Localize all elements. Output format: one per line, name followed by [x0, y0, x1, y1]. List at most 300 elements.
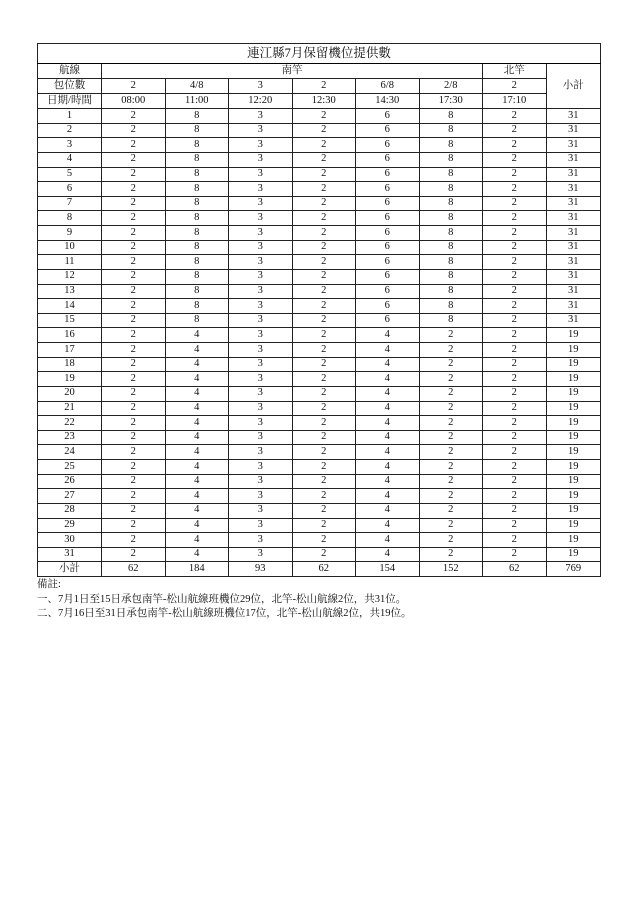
seat-count-cell: 2	[292, 109, 356, 124]
route-header-row	[38, 64, 601, 79]
seat-count-cell: 3	[229, 196, 293, 211]
table-row	[38, 284, 601, 299]
row-subtotal-cell: 19	[546, 343, 601, 358]
package-cell: 2	[483, 79, 547, 94]
seat-count-cell: 2	[483, 474, 547, 489]
seat-count-cell: 2	[483, 386, 547, 401]
seat-count-cell: 4	[165, 430, 229, 445]
seat-count-cell: 8	[165, 284, 229, 299]
table-row	[38, 182, 601, 197]
day-cell: 31	[38, 547, 102, 562]
table-row	[38, 489, 601, 504]
seat-count-cell: 4	[165, 386, 229, 401]
seat-count-cell: 8	[165, 211, 229, 226]
seat-count-cell: 2	[419, 489, 483, 504]
notes	[37, 578, 597, 622]
seat-count-cell: 2	[102, 255, 166, 270]
row-subtotal-cell: 19	[546, 474, 601, 489]
seat-count-cell: 8	[165, 299, 229, 314]
seat-count-cell: 2	[419, 518, 483, 533]
column-total-cell: 93	[229, 562, 293, 577]
time-header-row	[38, 94, 601, 109]
seat-count-cell: 4	[356, 416, 420, 431]
seat-count-cell: 3	[229, 533, 293, 548]
day-cell: 12	[38, 269, 102, 284]
seat-count-cell: 4	[356, 533, 420, 548]
seat-count-cell: 2	[292, 284, 356, 299]
seat-count-cell: 2	[292, 313, 356, 328]
seat-count-cell: 3	[229, 284, 293, 299]
seat-count-cell: 8	[419, 240, 483, 255]
seat-count-cell: 3	[229, 211, 293, 226]
row-subtotal-cell: 31	[546, 182, 601, 197]
table-title: 連江縣7月保留機位提供數	[38, 44, 601, 64]
seat-count-cell: 3	[229, 503, 293, 518]
row-subtotal-cell: 19	[546, 445, 601, 460]
day-cell: 20	[38, 386, 102, 401]
seat-count-cell: 2	[102, 533, 166, 548]
grand-total-cell: 769	[546, 562, 601, 577]
seat-count-cell: 8	[165, 226, 229, 241]
time-cell: 14:30	[356, 94, 420, 109]
seat-count-cell: 3	[229, 123, 293, 138]
time-cell: 08:00	[102, 94, 166, 109]
seat-count-cell: 6	[356, 240, 420, 255]
seat-count-cell: 4	[165, 357, 229, 372]
seat-count-cell: 2	[483, 430, 547, 445]
seat-count-cell: 6	[356, 152, 420, 167]
seat-count-cell: 2	[102, 123, 166, 138]
row-subtotal-cell: 31	[546, 299, 601, 314]
seat-count-cell: 2	[102, 167, 166, 182]
seat-count-cell: 4	[165, 343, 229, 358]
seat-count-cell: 2	[419, 533, 483, 548]
seat-count-cell: 2	[292, 445, 356, 460]
seat-count-cell: 2	[483, 533, 547, 548]
seat-count-cell: 8	[165, 167, 229, 182]
seat-count-cell: 2	[292, 430, 356, 445]
seat-count-cell: 2	[292, 401, 356, 416]
row-subtotal-cell: 19	[546, 357, 601, 372]
seat-count-cell: 2	[292, 386, 356, 401]
table-row	[38, 503, 601, 518]
seat-count-cell: 4	[356, 503, 420, 518]
subtotal-header: 小計	[546, 64, 601, 109]
seat-count-cell: 2	[419, 328, 483, 343]
seat-count-cell: 3	[229, 328, 293, 343]
table-row	[38, 357, 601, 372]
seat-count-cell: 2	[483, 123, 547, 138]
row-subtotal-cell: 19	[546, 518, 601, 533]
note-line: 二、7月16日至31日承包南竿-松山航線班機位17位，北竿-松山航線2位，共19位。	[37, 608, 412, 620]
table-body	[38, 109, 601, 562]
day-cell: 24	[38, 445, 102, 460]
seat-count-cell: 2	[419, 386, 483, 401]
seat-count-cell: 3	[229, 313, 293, 328]
seat-count-cell: 2	[292, 343, 356, 358]
seat-count-cell: 2	[292, 255, 356, 270]
seat-count-cell: 3	[229, 489, 293, 504]
seat-count-cell: 6	[356, 167, 420, 182]
seat-count-cell: 4	[165, 533, 229, 548]
seat-count-cell: 2	[419, 547, 483, 562]
seat-count-cell: 3	[229, 138, 293, 153]
day-cell: 30	[38, 533, 102, 548]
seat-count-cell: 4	[356, 474, 420, 489]
seat-count-cell: 2	[102, 313, 166, 328]
table-row	[38, 313, 601, 328]
table-row	[38, 533, 601, 548]
column-total-cell: 154	[356, 562, 420, 577]
seat-count-cell: 3	[229, 430, 293, 445]
table-row	[38, 460, 601, 475]
seat-count-cell: 6	[356, 211, 420, 226]
package-cell: 2/8	[419, 79, 483, 94]
package-cell: 4/8	[165, 79, 229, 94]
seat-count-cell: 4	[356, 445, 420, 460]
row-subtotal-cell: 31	[546, 167, 601, 182]
time-cell: 12:30	[292, 94, 356, 109]
seat-count-cell: 2	[292, 489, 356, 504]
seat-count-cell: 2	[483, 196, 547, 211]
seat-count-cell: 8	[165, 138, 229, 153]
seat-count-cell: 2	[102, 489, 166, 504]
seat-count-cell: 8	[419, 109, 483, 124]
table-row	[38, 255, 601, 270]
day-cell: 23	[38, 430, 102, 445]
route-south-label: 南竿	[102, 64, 483, 79]
seat-count-cell: 8	[419, 138, 483, 153]
seat-count-cell: 4	[165, 416, 229, 431]
seat-count-cell: 2	[102, 474, 166, 489]
day-cell: 22	[38, 416, 102, 431]
package-cell: 2	[292, 79, 356, 94]
seat-count-cell: 3	[229, 255, 293, 270]
seat-count-cell: 6	[356, 299, 420, 314]
table-row	[38, 269, 601, 284]
seat-count-cell: 2	[102, 240, 166, 255]
seat-count-cell: 4	[165, 401, 229, 416]
column-total-cell: 62	[292, 562, 356, 577]
seat-count-cell: 2	[483, 226, 547, 241]
day-cell: 19	[38, 372, 102, 387]
row-subtotal-cell: 31	[546, 211, 601, 226]
seat-count-cell: 2	[292, 167, 356, 182]
seat-count-cell: 3	[229, 226, 293, 241]
seat-count-cell: 2	[483, 547, 547, 562]
day-cell: 11	[38, 255, 102, 270]
route-label: 航線	[38, 64, 102, 79]
seat-count-cell: 8	[165, 196, 229, 211]
seat-count-cell: 8	[165, 313, 229, 328]
table-row	[38, 416, 601, 431]
day-cell: 7	[38, 196, 102, 211]
table-row	[38, 211, 601, 226]
row-subtotal-cell: 19	[546, 372, 601, 387]
seat-count-cell: 2	[102, 547, 166, 562]
seat-count-cell: 2	[292, 518, 356, 533]
table-row	[38, 474, 601, 489]
seat-count-cell: 2	[292, 503, 356, 518]
seat-count-cell: 2	[102, 445, 166, 460]
seat-count-cell: 8	[165, 152, 229, 167]
seat-count-cell: 4	[165, 503, 229, 518]
seat-count-cell: 2	[419, 445, 483, 460]
datetime-label: 日期/時間	[38, 94, 102, 109]
seat-count-cell: 4	[165, 372, 229, 387]
seat-count-cell: 4	[165, 547, 229, 562]
seat-count-cell: 2	[292, 357, 356, 372]
seat-count-cell: 2	[292, 138, 356, 153]
row-subtotal-cell: 19	[546, 430, 601, 445]
time-cell: 11:00	[165, 94, 229, 109]
day-cell: 17	[38, 343, 102, 358]
seat-count-cell: 8	[419, 211, 483, 226]
table-row	[38, 152, 601, 167]
seat-count-cell: 2	[483, 357, 547, 372]
seat-count-cell: 3	[229, 460, 293, 475]
day-cell: 14	[38, 299, 102, 314]
seat-count-cell: 3	[229, 152, 293, 167]
row-subtotal-cell: 31	[546, 196, 601, 211]
table-row	[38, 196, 601, 211]
seat-count-cell: 8	[165, 123, 229, 138]
seat-count-cell: 4	[356, 386, 420, 401]
table-row	[38, 226, 601, 241]
seat-count-cell: 2	[102, 152, 166, 167]
table-row	[38, 547, 601, 562]
totals-row	[38, 562, 601, 577]
seat-count-cell: 2	[292, 460, 356, 475]
seat-count-cell: 4	[165, 489, 229, 504]
seat-count-cell: 3	[229, 167, 293, 182]
row-subtotal-cell: 19	[546, 489, 601, 504]
time-cell: 17:10	[483, 94, 547, 109]
seat-count-cell: 2	[483, 518, 547, 533]
seat-count-cell: 2	[292, 328, 356, 343]
seat-count-cell: 3	[229, 372, 293, 387]
column-total-cell: 184	[165, 562, 229, 577]
seat-count-cell: 2	[102, 357, 166, 372]
seat-count-cell: 4	[356, 460, 420, 475]
seat-count-cell: 2	[102, 460, 166, 475]
seat-count-cell: 2	[292, 372, 356, 387]
seat-count-cell: 2	[102, 372, 166, 387]
seat-count-cell: 4	[356, 343, 420, 358]
seat-count-cell: 8	[419, 167, 483, 182]
day-cell: 21	[38, 401, 102, 416]
seat-count-cell: 3	[229, 401, 293, 416]
package-label: 包位數	[38, 79, 102, 94]
seat-count-cell: 8	[165, 255, 229, 270]
row-subtotal-cell: 31	[546, 255, 601, 270]
seat-count-cell: 2	[419, 401, 483, 416]
day-cell: 25	[38, 460, 102, 475]
seat-count-cell: 2	[483, 328, 547, 343]
row-subtotal-cell: 19	[546, 533, 601, 548]
seat-count-cell: 8	[419, 313, 483, 328]
seat-count-cell: 2	[292, 299, 356, 314]
row-subtotal-cell: 31	[546, 123, 601, 138]
note-line: 一、7月1日至15日承包南竿-松山航線班機位29位，北竿-松山航線2位，共31位。	[37, 593, 407, 605]
seat-count-cell: 3	[229, 109, 293, 124]
seat-count-cell: 2	[102, 328, 166, 343]
seat-count-cell: 3	[229, 240, 293, 255]
seat-count-cell: 8	[419, 284, 483, 299]
seat-count-cell: 6	[356, 226, 420, 241]
package-cell: 6/8	[356, 79, 420, 94]
day-cell: 10	[38, 240, 102, 255]
seat-count-cell: 3	[229, 182, 293, 197]
seat-count-cell: 2	[292, 269, 356, 284]
seat-count-cell: 2	[292, 240, 356, 255]
seat-count-cell: 6	[356, 255, 420, 270]
seat-count-cell: 6	[356, 123, 420, 138]
seat-count-cell: 2	[102, 503, 166, 518]
seat-count-cell: 2	[483, 503, 547, 518]
seat-count-cell: 8	[419, 152, 483, 167]
seat-count-cell: 2	[102, 196, 166, 211]
seat-count-cell: 2	[292, 416, 356, 431]
seat-count-cell: 2	[483, 269, 547, 284]
day-cell: 8	[38, 211, 102, 226]
row-subtotal-cell: 19	[546, 328, 601, 343]
day-cell: 13	[38, 284, 102, 299]
seat-count-cell: 2	[419, 372, 483, 387]
seat-count-cell: 2	[483, 284, 547, 299]
title-row	[38, 44, 601, 64]
seat-count-cell: 8	[419, 255, 483, 270]
table-row	[38, 343, 601, 358]
row-subtotal-cell: 31	[546, 152, 601, 167]
seat-allocation-table	[37, 43, 601, 577]
totals-label: 小計	[38, 562, 102, 577]
seat-count-cell: 2	[292, 196, 356, 211]
seat-count-cell: 4	[356, 372, 420, 387]
table-row	[38, 518, 601, 533]
route-north-label: 北竿	[483, 64, 547, 79]
seat-count-cell: 2	[483, 445, 547, 460]
seat-count-cell: 2	[483, 313, 547, 328]
seat-count-cell: 3	[229, 299, 293, 314]
package-cell: 2	[102, 79, 166, 94]
seat-count-cell: 4	[165, 328, 229, 343]
seat-count-cell: 4	[356, 518, 420, 533]
seat-count-cell: 3	[229, 343, 293, 358]
row-subtotal-cell: 31	[546, 240, 601, 255]
seat-count-cell: 8	[419, 269, 483, 284]
seat-count-cell: 2	[102, 299, 166, 314]
seat-count-cell: 2	[102, 416, 166, 431]
seat-count-cell: 2	[292, 474, 356, 489]
seat-count-cell: 4	[165, 460, 229, 475]
day-cell: 16	[38, 328, 102, 343]
day-cell: 3	[38, 138, 102, 153]
package-cell: 3	[229, 79, 293, 94]
table-row	[38, 445, 601, 460]
day-cell: 6	[38, 182, 102, 197]
row-subtotal-cell: 19	[546, 460, 601, 475]
seat-count-cell: 2	[483, 416, 547, 431]
seat-count-cell: 2	[102, 226, 166, 241]
day-cell: 2	[38, 123, 102, 138]
row-subtotal-cell: 31	[546, 269, 601, 284]
seat-count-cell: 2	[419, 343, 483, 358]
seat-count-cell: 2	[483, 343, 547, 358]
seat-count-cell: 2	[419, 474, 483, 489]
seat-count-cell: 6	[356, 109, 420, 124]
table-row	[38, 167, 601, 182]
seat-count-cell: 2	[483, 152, 547, 167]
seat-count-cell: 8	[419, 226, 483, 241]
day-cell: 28	[38, 503, 102, 518]
seat-count-cell: 3	[229, 386, 293, 401]
seat-count-cell: 8	[419, 196, 483, 211]
day-cell: 18	[38, 357, 102, 372]
seat-count-cell: 2	[419, 503, 483, 518]
table-row	[38, 123, 601, 138]
seat-count-cell: 3	[229, 445, 293, 460]
table-row	[38, 109, 601, 124]
seat-count-cell: 2	[483, 109, 547, 124]
package-header-row	[38, 79, 601, 94]
seat-count-cell: 2	[102, 430, 166, 445]
table-row	[38, 138, 601, 153]
seat-count-cell: 4	[356, 430, 420, 445]
seat-count-cell: 2	[292, 152, 356, 167]
seat-count-cell: 2	[102, 401, 166, 416]
row-subtotal-cell: 31	[546, 109, 601, 124]
seat-count-cell: 2	[483, 138, 547, 153]
row-subtotal-cell: 19	[546, 386, 601, 401]
seat-count-cell: 3	[229, 416, 293, 431]
seat-count-cell: 8	[419, 299, 483, 314]
seat-count-cell: 2	[102, 109, 166, 124]
table-row	[38, 372, 601, 387]
seat-count-cell: 4	[165, 445, 229, 460]
seat-count-cell: 8	[165, 269, 229, 284]
seat-count-cell: 2	[102, 182, 166, 197]
notes-heading: 備註:	[37, 579, 61, 590]
seat-count-cell: 8	[165, 182, 229, 197]
seat-count-cell: 2	[102, 386, 166, 401]
seat-count-cell: 2	[292, 123, 356, 138]
day-cell: 1	[38, 109, 102, 124]
day-cell: 29	[38, 518, 102, 533]
day-cell: 26	[38, 474, 102, 489]
time-cell: 17:30	[419, 94, 483, 109]
column-total-cell: 62	[483, 562, 547, 577]
row-subtotal-cell: 19	[546, 416, 601, 431]
seat-count-cell: 4	[356, 328, 420, 343]
table-row	[38, 386, 601, 401]
seat-count-cell: 6	[356, 182, 420, 197]
seat-count-cell: 4	[165, 518, 229, 533]
seat-count-cell: 2	[419, 430, 483, 445]
seat-count-cell: 2	[419, 460, 483, 475]
seat-count-cell: 2	[102, 284, 166, 299]
seat-count-cell: 8	[165, 240, 229, 255]
seat-count-cell: 8	[419, 182, 483, 197]
column-total-cell: 152	[419, 562, 483, 577]
seat-count-cell: 2	[419, 357, 483, 372]
seat-count-cell: 2	[483, 240, 547, 255]
seat-count-cell: 2	[483, 211, 547, 226]
time-cell: 12:20	[229, 94, 293, 109]
row-subtotal-cell: 19	[546, 503, 601, 518]
table-row	[38, 430, 601, 445]
row-subtotal-cell: 31	[546, 313, 601, 328]
